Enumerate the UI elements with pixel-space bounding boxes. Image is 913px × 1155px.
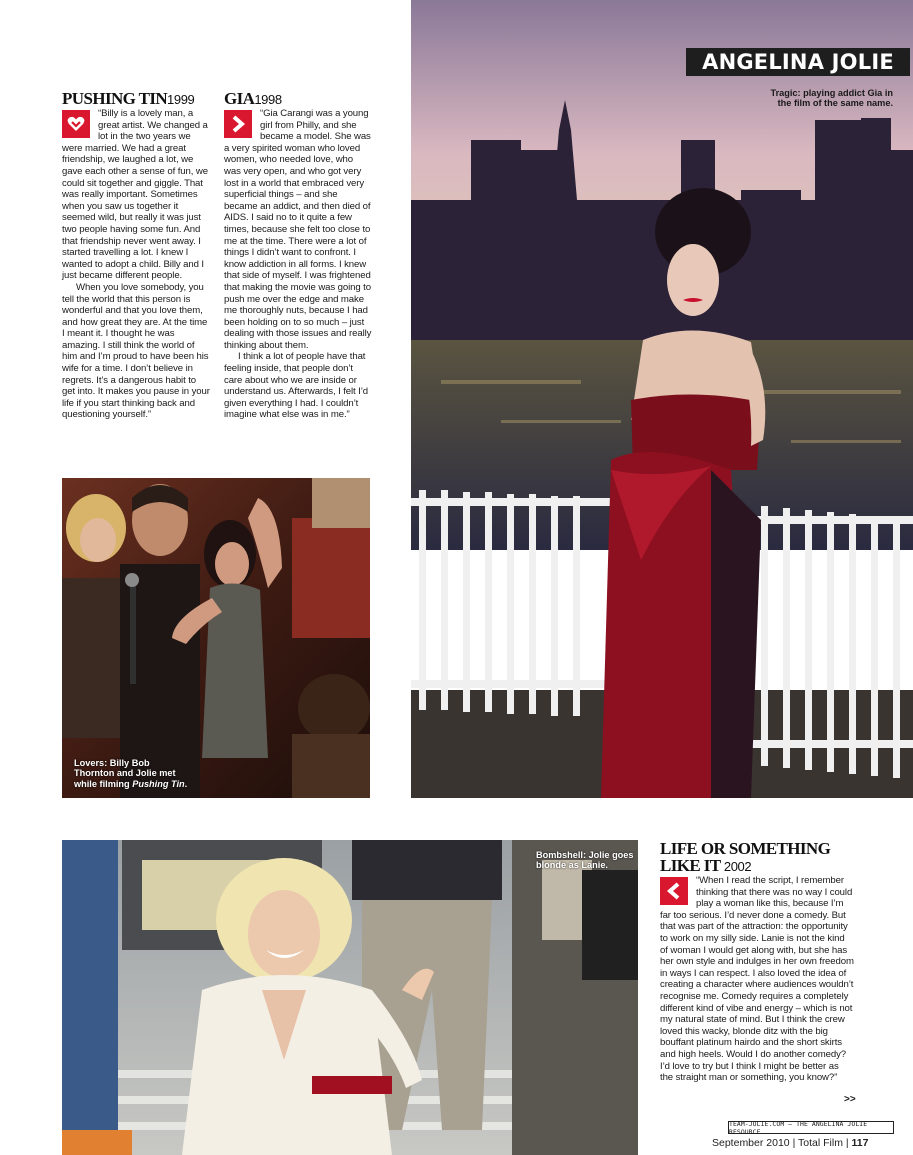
pushing-tin-photo bbox=[62, 478, 370, 798]
life-paragraph-1: “When I read the script, I remember thinking that there was no way I could play a woman like this, because I’m far too serious. I’d never done a comedy. But that was part of the attraction: the opportunity to work on my silly side. Lanie is not the kind of woman I would get along with, but she has her own style and indulges in her own freedom in ways I can respect. I also loved the idea of creating a character where audiences wouldn’t recognise me. Comedy requires a completely different kind of vibe and energy – which is not my natural state of mind. But I think the crew loved this wacky, blonde ditz with the big bouffant platinum hairdo and the short skirts and high heels. Would I do another comedy? I’d love to try but I think I might be better as the straight man or something, you know?” bbox=[660, 875, 854, 1084]
chevron-left-rating-icon bbox=[660, 877, 688, 905]
gia-photo bbox=[411, 0, 913, 798]
gia-paragraph-1: “Gia Carangi was a young girl from Philly, and she became a model. She was a very spirited woman who loved women, who needed love, who was very open, and who got very lost in a world that embraced very superficial things – and she became an addict, and then died of AIDS. I said no to it quite a few times, because she felt too close to me at the time. There were a lot of things I didn’t want to confront. I know addiction in all forms. I knew that side of myself. I was frightened that making the movie was going to push me over the edge and make me thoroughly nuts, because I had been holding on to so much – just dealing with those issues and really thinking about them. bbox=[224, 108, 372, 351]
pushing-tin-year: 1999 bbox=[167, 92, 195, 107]
gia-heading bbox=[224, 90, 372, 108]
life-or-something-review bbox=[660, 840, 854, 1084]
life-title-line1: LIFE OR SOMETHING bbox=[660, 839, 831, 858]
gia-review bbox=[224, 90, 372, 421]
pushing-tin-caption: Lovers: Billy Bob Thornton and Jolie met while filming Pushing Tin. bbox=[74, 758, 188, 789]
pushing-tin-heading bbox=[62, 90, 210, 108]
magazine-name: Total Film bbox=[798, 1137, 843, 1149]
life-year: 2002 bbox=[723, 859, 752, 874]
chevron-right-rating-icon bbox=[224, 110, 252, 138]
gia-caption: Tragic: playing addict Gia in the film of the same name. bbox=[770, 88, 893, 109]
bombshell-caption: Bombshell: Jolie goes blonde as Lanie. bbox=[536, 850, 634, 871]
issue-date: September 2010 bbox=[712, 1137, 790, 1149]
pushing-tin-paragraph-1: “Billy is a lovely man, a great artist. We changed a lot in the two years we were married. We had a great friendship, we laughed a lot, we gave each other a sense of fun, we could sit together and giggle. That was really important. Sometimes when you saw us together it seemed wild, but really it was just two people having some fun. And that friendship never went away. I started travelling a lot. I knew I wanted to adopt a child. Billy and I just became different people. bbox=[62, 108, 208, 282]
pushing-tin-title: PUSHING TIN bbox=[62, 89, 168, 108]
life-heading bbox=[660, 840, 854, 875]
pushing-tin-review bbox=[62, 90, 210, 421]
heart-rating-icon bbox=[62, 110, 90, 138]
page-number: 117 bbox=[851, 1137, 869, 1149]
gia-paragraph-2: I think a lot of people have that feeling inside, that people don’t care about who we are inside or understand us. Afterwards, I felt I’d given everything I had. I couldn’t imagine what else was in me.” bbox=[224, 351, 369, 421]
page-footer: September 2010 | Total Film | 117 bbox=[712, 1137, 869, 1149]
watermark: TEAM-JOLIE.COM – THE ANGELINA JOLIE RESOURCE bbox=[728, 1121, 894, 1134]
pushing-tin-paragraph-2: When you love somebody, you tell the world that this person is wonderful and that you love them, and how great they are. At the time I meant it. I thought he was amazing. I still think the world of him and I’m proud to have been his wife for a time. I don’t believe in regrets. It’s a dangerous habit to get into. It makes you pause in your life if you start thinking back and questioning yourself.” bbox=[62, 281, 210, 421]
life-or-something-photo bbox=[62, 840, 638, 1155]
section-tag-banner: ANGELINA JOLIE bbox=[686, 48, 910, 76]
gia-title: GIA bbox=[224, 89, 255, 108]
gia-year: 1998 bbox=[254, 92, 282, 107]
continue-arrow: >> bbox=[844, 1094, 856, 1105]
life-title-line2: LIKE IT bbox=[660, 856, 721, 875]
